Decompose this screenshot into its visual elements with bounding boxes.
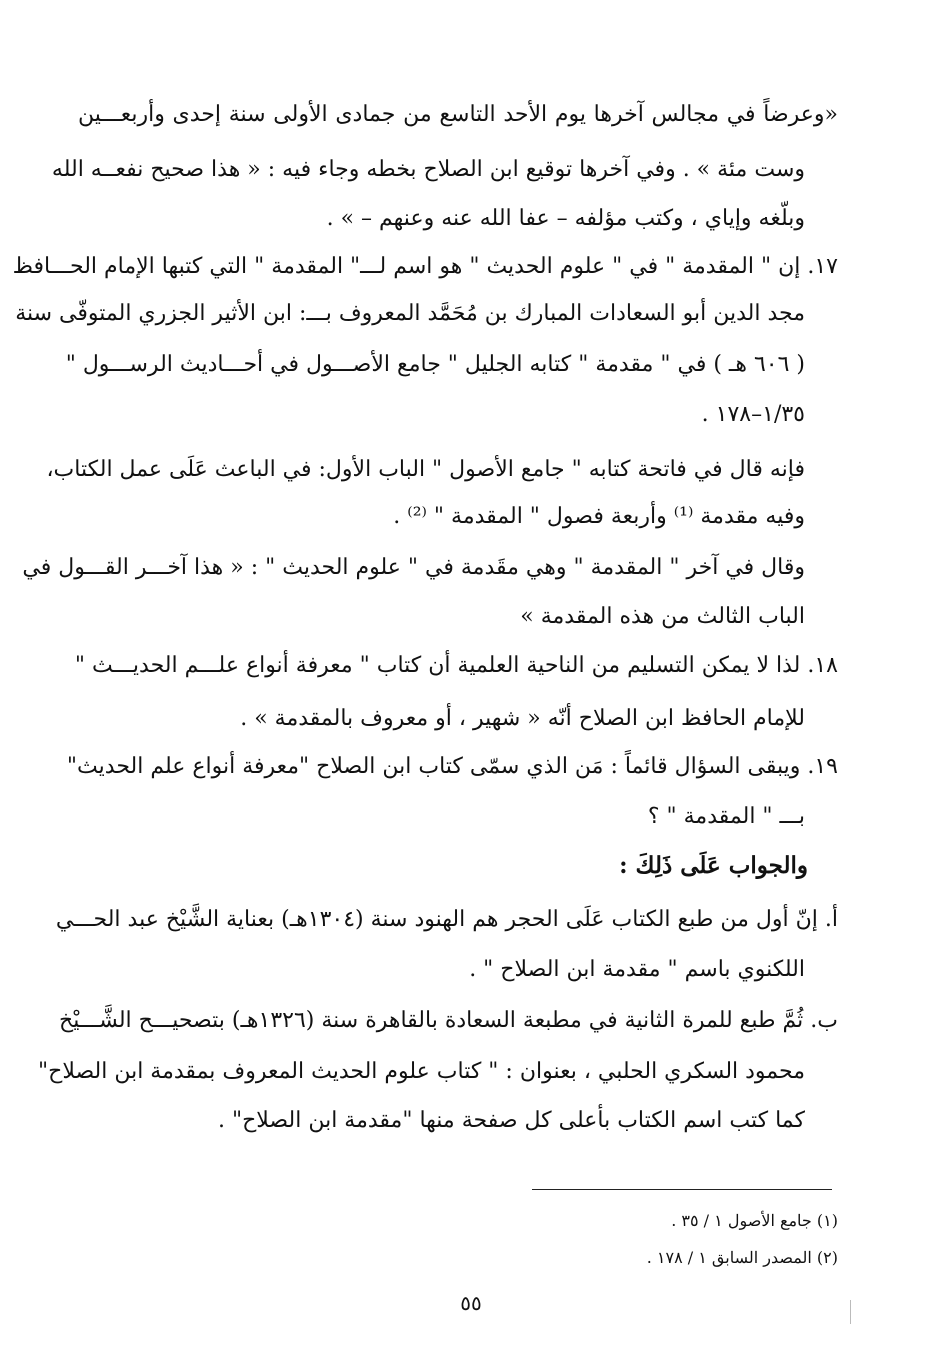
paragraph-line: بـــ " المقدمة " ؟ — [647, 804, 805, 829]
answer-heading: والجواب عَلَى ذَلِكَ : — [619, 852, 808, 879]
paragraph-line: الباب الثالث من هذه المقدمة » — [520, 604, 805, 629]
page-number: ٥٥ — [460, 1291, 482, 1315]
numbered-item-18: ١٨. لذا لا يمكن التسليم من الناحية العلمية أن كتاب " معرفة أنواع علـــم الحديـــث " — [74, 653, 838, 678]
scan-edge-mark — [850, 1300, 851, 1324]
lettered-item-b: ب. ثُمَّ طبع للمرة الثانية في مطبعة السعادة بالقاهرة سنة (١٣٢٦هـ) بتصحيـــح الشَّـــيْخ — [59, 1008, 838, 1033]
paragraph-line: وفيه مقدمة ⁽¹⁾ وأربعة فصول " المقدمة " ⁽²⁾ . — [393, 504, 805, 529]
lettered-item-a: أ. إنّ أول من طبع الكتاب عَلَى الحجر هم الهنود سنة (١٣٠٤هـ) بعناية الشَّيْخ عبد الحـــي — [55, 907, 838, 932]
footnote-2: (٢) المصدر السابق ١ / ١٧٨ . — [646, 1248, 838, 1267]
paragraph-line: ( ٦٠٦ هـ ) في " مقدمة " كتابه الجليل " جامع الأصـــول في أحـــاديث الرســـول " — [65, 352, 805, 377]
numbered-item-19: ١٩. ويبقى السؤال قائماً : مَن الذي سمّى كتاب ابن الصلاح "معرفة أنواع علم الحديث" — [66, 754, 838, 779]
paragraph-line: «وعرضاً في مجالس آخرها يوم الأحد التاسع من جمادى الأولى سنة إحدى وأربعـــين — [78, 102, 838, 127]
numbered-item-17: ١٧. إن " المقدمة " في " علوم الحديث " هو اسم لـــ" المقدمة " التي كتبها الإمام الحـــافظ — [12, 254, 838, 279]
paragraph-line: ١/٣٥–١٧٨ . — [701, 402, 805, 427]
paragraph-line: كما كتب اسم الكتاب بأعلى كل صفحة منها "مقدمة ابن الصلاح" . — [218, 1108, 805, 1133]
footnote-1: (١) جامع الأصول ١ / ٣٥ . — [671, 1211, 838, 1230]
paragraph-line: للإمام الحافظ ابن الصلاح أنّه « شهير ، أو معروف بالمقدمة » . — [240, 706, 805, 731]
paragraph-line: محمود السكري الحلبي ، بعنوان : " كتاب علوم الحديث المعروف بمقدمة ابن الصلاح" — [38, 1059, 805, 1084]
footnote-divider — [532, 1189, 832, 1190]
paragraph-line: اللكنوي باسم " مقدمة ابن الصلاح " . — [469, 957, 805, 982]
paragraph-line: وست مئة » . وفي آخرها توقيع ابن الصلاح بخطه وجاء فيه : « هذا صحيح نفعــه الله — [51, 157, 805, 182]
paragraph-line: فإنه قال في فاتحة كتابه " جامع الأصول " الباب الأول: في الباعث عَلَى عمل الكتاب، — [46, 457, 805, 482]
paragraph-line: مجد الدين أبو السعادات المبارك بن مُحَمَّد المعروف بـــ: ابن الأثير الجزري المتوفّى سنة — [15, 301, 805, 326]
paragraph-line: وبلّغه وإياي ، وكتب مؤلفه – عفا الله عنه وعنهم – » . — [326, 206, 805, 231]
paragraph-line: وقال في آخر " المقدمة " وهي مقَدمة في " علوم الحديث " : « هذا آخـــر القـــول في — [22, 555, 805, 580]
